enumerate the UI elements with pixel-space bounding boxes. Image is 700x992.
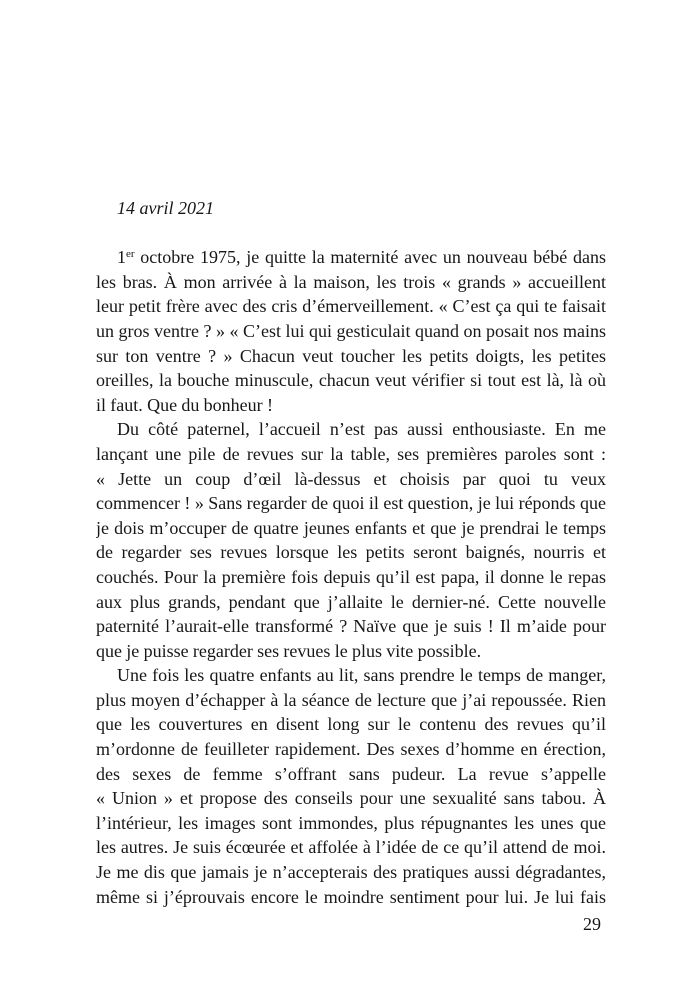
text-line: il faut. Que du bonheur ! bbox=[96, 394, 273, 415]
text-line: couchés. Pour la première fois depuis qu’il est papa, il donne le repas bbox=[96, 566, 606, 587]
text-line: que je puisse regarder ses revues le plus vite possible. bbox=[96, 640, 482, 661]
text-line: de regarder ses revues lorsque les petits seront baignés, nourris et bbox=[96, 542, 606, 563]
text-line: un gros ventre ? » « C’est lui qui gesticulait quand on posait nos mains bbox=[96, 320, 606, 341]
paragraph bbox=[96, 245, 606, 417]
text-line: des sexes de femme s’offrant sans pudeur. La revue s’appelle bbox=[96, 763, 606, 784]
text-line: lançant une pile de revues sur la table, ses premières paroles sont : bbox=[96, 443, 606, 464]
text-line: les bras. À mon arrivée à la maison, les trois « grands » accueillent bbox=[96, 271, 606, 292]
text-line: l’intérieur, les images sont immondes, plus répugnantes les unes que bbox=[96, 812, 606, 833]
date-heading: 14 avril 2021 bbox=[117, 198, 214, 218]
text-line: les autres. Je suis écœurée et affolée à l’idée de ce qu’il attend de moi. bbox=[96, 837, 606, 858]
text-block bbox=[96, 196, 606, 909]
text-line: leur petit frère avec des cris d’émerveillement. « C’est ça qui te faisait bbox=[96, 296, 606, 317]
text-line: « Jette un coup d’œil là-dessus et choisis par quoi tu veux bbox=[96, 468, 606, 489]
text-line: paternité l’aurait-elle transformé ? Naïve que je suis ! Il m’aide pour bbox=[96, 616, 606, 637]
text-line: Une fois les quatre enfants au lit, sans prendre le temps de manger, bbox=[117, 665, 606, 686]
text-line: Du côté paternel, l’accueil n’est pas aussi enthousiaste. En me bbox=[117, 419, 606, 440]
text-line: je dois m’occuper de quatre jeunes enfants et que je prendrai le temps bbox=[96, 517, 606, 538]
page-number: 29 bbox=[583, 914, 601, 934]
text-line: oreilles, la bouche minuscule, chacun veut vérifier si tout est là, là où bbox=[96, 370, 606, 391]
text-line: « Union » et propose des conseils pour une sexualité sans tabou. À bbox=[96, 788, 606, 809]
paragraphs-container bbox=[96, 245, 606, 909]
text-line: Je me dis que jamais je n’accepterais des pratiques aussi dégradantes, bbox=[96, 862, 606, 883]
paragraph bbox=[96, 417, 606, 663]
text-line: plus moyen d’échapper à la séance de lecture que j’ai repoussée. Rien bbox=[96, 689, 606, 710]
text-line: aux plus grands, pendant que j’allaite le dernier-né. Cette nouvelle bbox=[96, 591, 606, 612]
text-line: même si j’éprouvais encore le moindre sentiment pour lui. Je lui fais bbox=[96, 886, 606, 907]
paragraph bbox=[96, 663, 606, 909]
ordinal-superscript: er bbox=[126, 247, 135, 260]
text-line: sur ton ventre ? » Chacun veut toucher les petits doigts, les petites bbox=[96, 345, 606, 366]
text-line: m’ordonne de feuilleter rapidement. Des sexes d’homme en érection, bbox=[96, 739, 606, 760]
text-line: 1er octobre 1975, je quitte la maternité avec un nouveau bébé dans bbox=[117, 247, 606, 268]
text-line: que les couvertures en disent long sur le contenu des revues qu’il bbox=[96, 714, 606, 735]
text-line: commencer ! » Sans regarder de quoi il est question, je lui réponds que bbox=[96, 493, 606, 514]
